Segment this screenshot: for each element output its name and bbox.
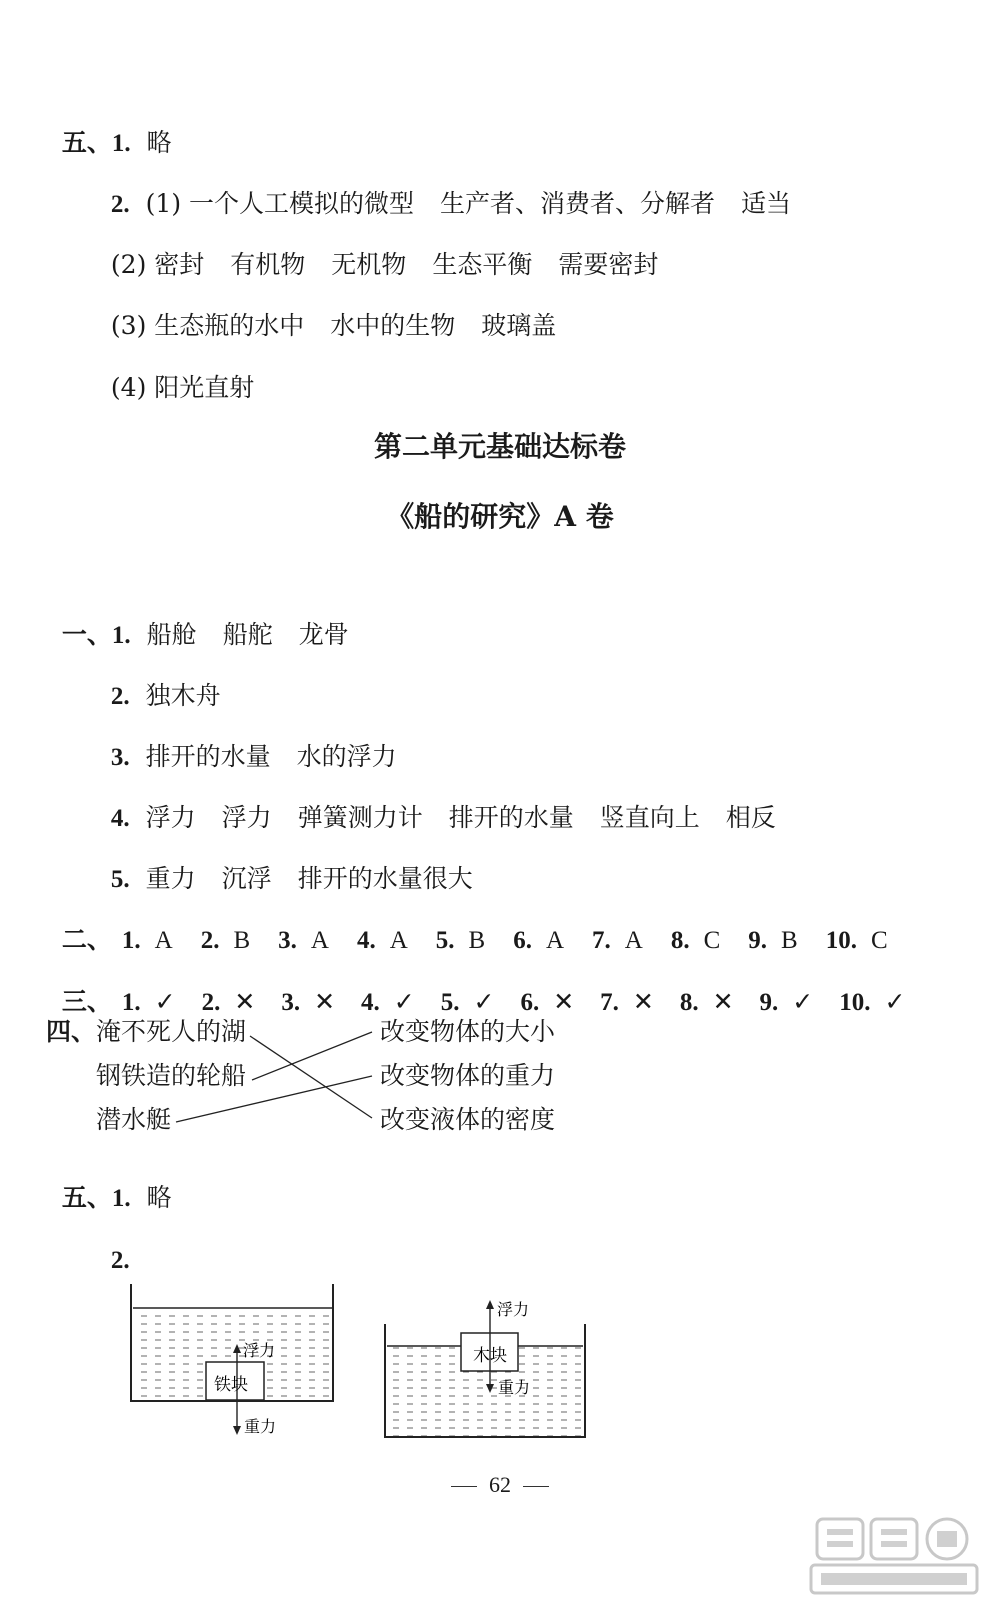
question-number: 5. [440,989,460,1016]
question-number: 1. [121,989,141,1016]
choice: A [389,927,408,954]
choice: C [703,927,721,954]
match-right-item: 改变液体的密度 [380,1105,556,1134]
answer-text: 有机物 [230,250,306,279]
question-number: 9. [748,927,768,954]
unit-title: 第二单元基础达标卷 [373,430,626,463]
match-left-item: 钢铁造的轮船 [96,1061,247,1090]
answer-text: 生态平衡 [432,250,533,279]
answer-text: 适当 [741,189,792,218]
answer-text: (4) 阳光直射 [110,373,255,402]
question-number: 4. [356,927,376,954]
iron-block-diagram [131,1284,333,1436]
block-label: 铁块 [214,1375,248,1395]
question-number: 8. [679,989,699,1016]
answer-text: 竖直向上 [599,803,700,832]
question-number: 7. [600,989,619,1016]
page-number [0,1472,1000,1498]
question-number: 2. [110,1247,130,1274]
choice: C [870,927,888,954]
question-number: 3. [281,989,301,1016]
section-prefix: 四、 [46,1019,97,1046]
judgement-mark: ✕ [632,989,654,1016]
section-prefix: 二、 [61,927,112,954]
section-prefix: 三、 [61,989,112,1016]
match-left-item: 潜水艇 [96,1105,172,1134]
page-number-text: 62 [489,1472,511,1497]
choice: A [545,927,565,954]
answer-text: 浮力 [221,803,272,832]
answer-text: 船舵 [222,620,273,649]
answer-text: 弹簧测力计 [297,803,423,832]
answer-text: (3) 生态瓶的水中 [110,311,305,340]
choice: B [233,927,251,954]
match-right-item: 改变物体的大小 [380,1017,556,1046]
question-number: 3. [278,927,297,954]
answer-text: 浮力 [145,803,196,832]
question-number: 3. [110,744,130,771]
question-number: 4. [361,989,380,1016]
judgement-mark: ✕ [553,989,575,1016]
question-number: 10. [839,989,871,1016]
choice: B [781,927,798,954]
judgement-mark: ✓ [393,989,415,1016]
answer-text: 生产者、消费者、分解者 [440,189,716,218]
question-number: 2. [200,927,220,954]
question-number: 1. [121,927,141,954]
choice: A [154,927,173,954]
answer-text: 排开的水量 [448,803,574,832]
answer-text: (2) 密封 [110,250,205,279]
question-number: 10. [825,927,857,954]
answer-text: 排开的水量 [145,742,271,771]
judgement-mark: ✓ [792,989,814,1016]
answer-text: 水中的生物 [330,311,456,340]
answer-text: (1) 一个人工模拟的微型 [145,189,415,218]
watermark-logo [807,1513,982,1598]
judgement-mark: ✕ [234,989,256,1016]
answer-text: 船舱 [146,620,197,649]
judgement-mark: ✕ [712,989,734,1016]
paper-subtitle: 《船的研究》A 卷 [386,500,614,533]
choice: A [310,927,329,954]
question-number: 2. [110,191,130,218]
judgement-mark: ✓ [154,989,176,1016]
arrow-head [233,1426,241,1435]
judgement-mark: ✓ [473,989,495,1016]
choice: B [468,927,486,954]
question-number: 五、1. [61,1185,131,1212]
force-label: 重力 [498,1378,531,1397]
force-label: 浮力 [497,1300,530,1319]
question-number: 五、1. [61,130,131,157]
question-number: 5. [435,927,455,954]
answer-text: 沉浮 [221,864,272,893]
choice: A [624,927,643,954]
answer-text: 水的浮力 [296,742,397,771]
answer-text: 独木舟 [145,681,221,710]
answer-text: 需要密封 [558,250,659,279]
question-number: 7. [592,927,611,954]
block-label: 木块 [473,1346,507,1366]
judgement-mark: ✓ [884,989,906,1016]
answer-text: 玻璃盖 [481,311,557,340]
match-right-item: 改变物体的重力 [380,1061,556,1090]
answer-text: 排开的水量很大 [297,864,473,893]
answer-text: 无机物 [331,250,407,279]
answer-text: 龙骨 [298,620,349,649]
force-label: 浮力 [243,1341,276,1360]
question-number: 一、1. [61,622,131,649]
question-number: 6. [520,989,540,1016]
question-number: 6. [513,927,532,954]
match-left-item: 淹不死人的湖 [96,1017,247,1046]
force-label: 重力 [244,1417,277,1436]
judgement-mark: ✕ [314,989,336,1016]
question-number: 8. [670,927,690,954]
question-number: 9. [759,989,779,1016]
question-number: 4. [110,805,130,832]
question-number: 2. [110,683,130,710]
question-number: 2. [201,989,221,1016]
answer-text: 略 [146,1183,172,1212]
arrow-head [486,1300,494,1309]
answer-text: 重力 [145,864,196,893]
answer-text: 略 [146,128,172,157]
question-number: 5. [110,866,130,893]
wood-block-diagram [385,1300,585,1437]
answer-text: 相反 [725,803,776,832]
